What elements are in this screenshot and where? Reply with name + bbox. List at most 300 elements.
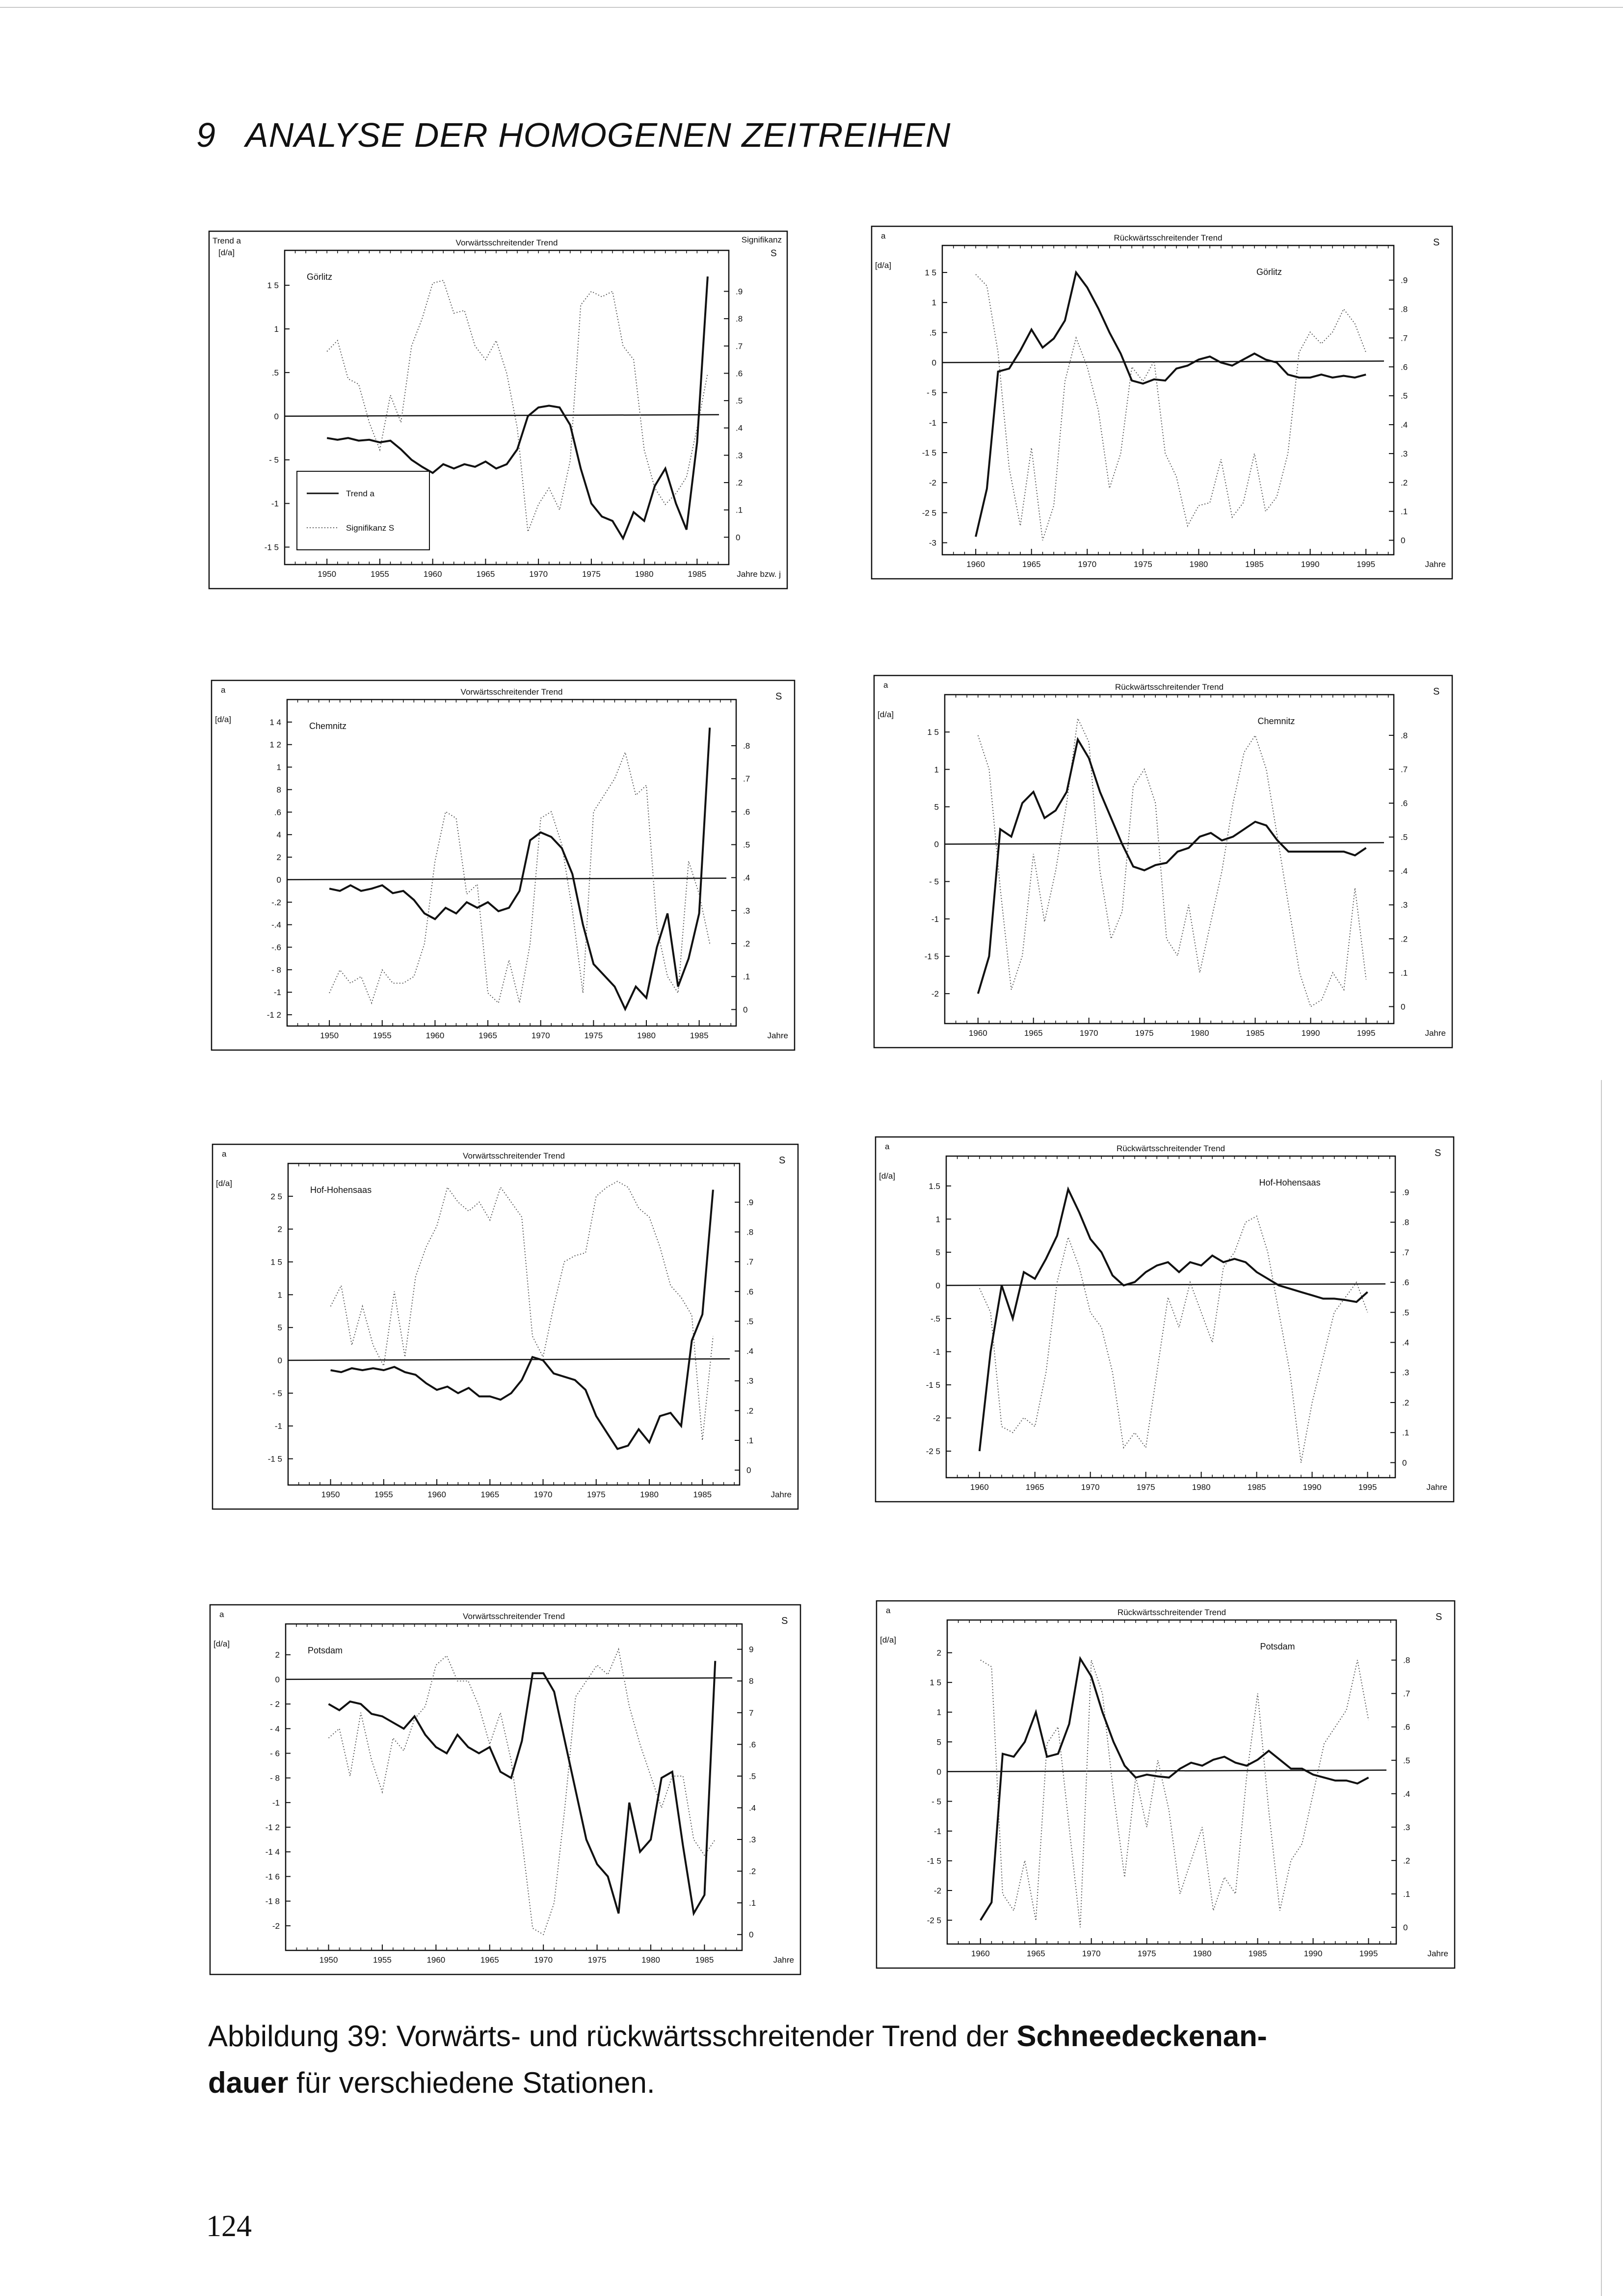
y-tick-label: -2 (932, 1413, 940, 1423)
series-significance (981, 1660, 1369, 1927)
x-axis-label: Jahre (771, 1490, 792, 1499)
y-tick-label: 1 5 (267, 281, 279, 291)
y2-tick-label: .5 (1402, 1308, 1410, 1318)
y-tick-label: 1 (935, 1215, 940, 1224)
y-tick-label: - 5 (931, 1797, 941, 1807)
y-tick-label: -2 5 (922, 508, 936, 518)
y-label-right: S (1436, 1612, 1442, 1622)
zero-line (946, 1284, 1385, 1285)
series-trend (976, 272, 1366, 537)
plot-frame (288, 1163, 740, 1485)
y2-tick-label: 0 (1401, 1002, 1406, 1012)
page-number: 124 (206, 2210, 252, 2243)
x-tick-label: 1980 (1192, 1483, 1211, 1492)
figure-caption (208, 2013, 1435, 2106)
y-tick-label: -2 (272, 1921, 280, 1931)
y-tick-label: 1.5 (929, 1181, 940, 1191)
y-unit-left: [d/a] (213, 1639, 230, 1648)
y2-tick-label: .7 (1401, 333, 1408, 343)
x-axis-label: Jahre (1426, 1483, 1447, 1492)
y2-tick-label: .8 (1403, 1655, 1410, 1665)
y2-tick-label: .8 (1401, 304, 1408, 314)
y-label-right: S (1435, 1148, 1441, 1159)
y2-tick-label: 9 (749, 1645, 754, 1654)
y2-tick-label: .7 (746, 1257, 754, 1267)
y2-tick-label: .5 (1403, 1756, 1410, 1765)
x-tick-label: 1955 (371, 569, 389, 579)
x-tick-label: 1975 (586, 1490, 606, 1499)
y-tick-label: 1 5 (927, 728, 939, 737)
y2-tick-label: .7 (1403, 1689, 1410, 1699)
y-tick-label: 0 (935, 1281, 940, 1291)
y-label-left: a (883, 680, 888, 690)
x-tick-label: 1990 (1303, 1483, 1322, 1492)
y-tick-label: - 8 (270, 1773, 280, 1783)
y2-tick-label: 0 (736, 533, 741, 542)
y-label-left: a (219, 1610, 224, 1619)
x-tick-label: 1955 (374, 1490, 393, 1499)
y2-tick-label: .3 (1403, 1822, 1410, 1832)
x-tick-label: 1980 (1190, 1028, 1209, 1038)
y-tick-label: -1 (274, 1421, 282, 1431)
plot-frame (942, 245, 1394, 555)
y-tick-label: - 5 (272, 1388, 282, 1398)
x-axis-label: Jahre (767, 1031, 788, 1040)
zero-line (287, 878, 726, 880)
y-tick-label: 1 2 (269, 740, 281, 750)
y-tick-label: -2 (931, 989, 939, 999)
y-tick-label: 5 (936, 1737, 941, 1747)
y-tick-label: 1 5 (925, 268, 936, 278)
y-tick-label: -2 (929, 478, 936, 488)
y-label-right: S (1433, 686, 1440, 697)
y2-tick-label: .1 (736, 505, 743, 515)
y-tick-label: 1 (936, 1707, 941, 1717)
zero-line (288, 1359, 730, 1360)
x-tick-label: 1985 (690, 1031, 709, 1040)
y-tick-label: -1 (932, 1347, 940, 1357)
chart-title: Rückwärtsschreitender Trend (1116, 1144, 1225, 1153)
y2-tick-label: 7 (749, 1708, 754, 1718)
legend-signif-label: Signifikanz S (346, 523, 395, 533)
station-label: Chemnitz (309, 721, 347, 731)
series-trend (331, 1190, 713, 1449)
y2-tick-label: .2 (736, 478, 743, 488)
x-tick-label: 1975 (582, 569, 601, 579)
x-tick-label: 1960 (968, 1028, 987, 1038)
x-tick-label: 1975 (1137, 1949, 1156, 1958)
scan-line-right (1601, 1080, 1602, 2296)
y2-tick-label: .6 (746, 1287, 754, 1297)
y2-tick-label: .4 (746, 1347, 754, 1356)
chapter-heading (196, 115, 951, 155)
series-trend (978, 739, 1366, 994)
y-tick-label: 1 5 (270, 1257, 282, 1267)
y-tick-label: -2 5 (926, 1446, 940, 1456)
y-label-left: a (222, 1149, 227, 1159)
x-axis-label: Jahre (773, 1955, 794, 1965)
x-tick-label: 1975 (1133, 560, 1152, 569)
y-tick-label: 0 (274, 411, 279, 421)
y-label-right: Signifikanz (741, 235, 782, 244)
y2-tick-label: .2 (1401, 934, 1408, 944)
chart-frame (874, 675, 1452, 1048)
y-label-left: Trend a (213, 236, 241, 245)
plot-frame (287, 700, 736, 1026)
zero-line (285, 415, 719, 416)
y2-tick-label: .5 (736, 396, 743, 406)
x-tick-label: 1960 (427, 1490, 446, 1499)
y-unit-left: [d/a] (878, 710, 894, 719)
x-tick-label: 1985 (693, 1490, 712, 1499)
y-tick-label: -1 2 (265, 1823, 280, 1833)
y-tick-label: 0 (936, 1767, 941, 1777)
x-tick-label: 1960 (971, 1949, 990, 1958)
y-tick-label: 0 (934, 839, 939, 849)
y2-tick-label: .2 (1401, 478, 1408, 487)
y-tick-label: -3 (929, 538, 936, 548)
y2-tick-label: .5 (749, 1771, 756, 1781)
x-tick-label: 1970 (529, 569, 548, 579)
chart-potsdam-forward (210, 1604, 801, 1975)
x-tick-label: 1965 (1022, 560, 1041, 569)
zero-line (942, 361, 1384, 363)
y2-tick-label: .3 (743, 906, 750, 916)
y-tick-label: 0 (931, 358, 936, 368)
chart-title: Vorwärtsschreitender Trend (455, 238, 558, 247)
y2-tick-label: .5 (1401, 391, 1408, 401)
y2-tick-label: .1 (746, 1436, 754, 1446)
y-unit-left: [d/a] (879, 1171, 896, 1181)
series-significance (331, 1181, 713, 1440)
chart-title: Vorwärtsschreitender Trend (460, 687, 563, 697)
x-tick-label: 1950 (319, 1955, 338, 1965)
x-tick-label: 1965 (480, 1490, 500, 1499)
y-unit-left: [d/a] (880, 1635, 897, 1645)
y-tick-label: -.6 (271, 943, 281, 952)
y-tick-label: 0 (275, 1675, 280, 1684)
y2-tick-label: .4 (749, 1803, 756, 1813)
y-tick-label: 5 (934, 802, 939, 812)
y-tick-label: - 6 (270, 1749, 280, 1758)
y-tick-label: -1 5 (927, 1856, 941, 1866)
chart-frame (872, 226, 1452, 579)
x-tick-label: 1970 (1081, 1483, 1100, 1492)
y2-tick-label: .6 (736, 369, 743, 378)
y-label-right: S (775, 691, 782, 702)
y-label-left: a (881, 231, 886, 241)
x-tick-label: 1970 (1082, 1949, 1101, 1958)
y2-tick-label: .4 (1401, 420, 1408, 430)
x-tick-label: 1955 (373, 1955, 392, 1965)
y2-tick-label: .3 (1401, 449, 1408, 459)
chart-title: Rückwärtsschreitender Trend (1115, 682, 1224, 692)
x-tick-label: 1960 (426, 1031, 445, 1040)
y2-tick-label: .1 (1402, 1428, 1410, 1438)
x-tick-label: 1980 (641, 1955, 660, 1965)
x-tick-label: 1985 (1246, 1028, 1265, 1038)
y-tick-label: 1 (934, 765, 939, 775)
y2-tick-label: .6 (1403, 1722, 1410, 1732)
y2-tick-label: .1 (1401, 507, 1408, 516)
y2-tick-label: .6 (1401, 799, 1408, 809)
y-tick-label: -1 5 (267, 1454, 282, 1464)
plot-frame (947, 1620, 1396, 1944)
y-tick-label: -1 5 (926, 1380, 940, 1390)
y-tick-label: .6 (274, 808, 281, 817)
y2-tick-label: .1 (749, 1898, 756, 1908)
y-unit-left: [d/a] (875, 261, 892, 270)
series-trend (329, 1661, 716, 1913)
series-significance (976, 274, 1366, 540)
y2-tick-label: .5 (746, 1317, 754, 1326)
series-trend (980, 1189, 1368, 1452)
y-tick-label: 1 4 (269, 717, 281, 727)
chart-frame (213, 1144, 798, 1509)
chart-frame (210, 1605, 800, 1974)
x-tick-label: 1990 (1301, 1028, 1320, 1038)
legend-trend-label: Trend a (346, 489, 374, 498)
y-tick-label: - 4 (270, 1724, 280, 1734)
x-tick-label: 1970 (533, 1490, 553, 1499)
x-tick-label: 1975 (1135, 1028, 1154, 1038)
series-significance (980, 1216, 1368, 1462)
y2-tick-label: .4 (736, 423, 743, 433)
y-tick-label: 1 (276, 762, 281, 772)
y2-tick-label: .3 (736, 451, 743, 460)
y2-tick-label: .8 (746, 1227, 754, 1237)
x-tick-label: 1950 (318, 569, 337, 579)
y-tick-label: 0 (277, 1356, 282, 1366)
y-tick-label: -1 6 (265, 1872, 280, 1882)
y2-tick-label: .9 (1401, 275, 1408, 285)
y-tick-label: 0 (276, 875, 281, 885)
station-label: Görlitz (1256, 267, 1282, 277)
y-tick-label: -1 4 (265, 1847, 280, 1857)
y2-tick-label: .5 (743, 840, 750, 850)
y2-tick-label: .3 (746, 1376, 754, 1386)
y2-tick-label: .6 (749, 1740, 756, 1750)
x-tick-label: 1975 (587, 1955, 607, 1965)
x-tick-label: 1970 (1078, 560, 1097, 569)
y2-tick-label: .9 (736, 287, 743, 297)
chapter-title: ANALYSE DER HOMOGENEN ZEITREIHEN (245, 116, 951, 154)
y-label-right: S (1433, 237, 1440, 248)
chart-title: Rückwärtsschreitender Trend (1117, 1608, 1226, 1617)
chart-title: Vorwärtsschreitender Trend (463, 1612, 565, 1621)
x-tick-label: 1960 (970, 1483, 989, 1492)
y-tick-label: -2 (933, 1886, 941, 1896)
y-tick-label: 2 (275, 1650, 280, 1660)
chart-hof-hohensaas-backward (875, 1136, 1454, 1502)
x-tick-label: 1965 (479, 1031, 497, 1040)
y2-tick-label: 8 (749, 1676, 754, 1686)
series-significance (978, 718, 1366, 1006)
x-tick-label: 1965 (1025, 1483, 1044, 1492)
y-label-right: S (781, 1616, 788, 1626)
station-label: Chemnitz (1257, 716, 1295, 726)
x-tick-label: 1985 (695, 1955, 714, 1965)
y-tick-label: 2 (276, 853, 281, 863)
chart-chemnitz-backward (874, 675, 1453, 1048)
x-tick-label: 1970 (531, 1031, 550, 1040)
station-label: Hof-Hohensaas (1259, 1178, 1321, 1188)
legend-box (297, 471, 429, 550)
y2-tick-label: .3 (749, 1835, 756, 1845)
y-unit-left: [d/a] (215, 715, 232, 724)
x-tick-label: 1950 (321, 1490, 340, 1499)
y-tick-label: 5 (935, 1247, 940, 1257)
y-tick-label: -1 (929, 418, 936, 428)
x-tick-label: 1970 (1079, 1028, 1098, 1038)
y-tick-label: - 5 (929, 877, 939, 887)
series-significance (329, 1649, 716, 1935)
y2-tick-label: 0 (1401, 536, 1406, 545)
x-tick-label: 1980 (640, 1490, 659, 1499)
y2-tick-label: .1 (1401, 968, 1408, 978)
y-tick-label: -1 2 (266, 1010, 281, 1020)
x-axis-label: Jahre (1427, 1949, 1448, 1958)
x-tick-label: 1965 (1024, 1028, 1043, 1038)
y-tick-label: -1 5 (924, 951, 939, 961)
y-tick-label: -.5 (931, 1314, 940, 1324)
y-tick-label: 2 (277, 1224, 282, 1234)
caption-prefix: Abbildung 39: Vorwärts- und rückwärtsschreitender Trend der (208, 2020, 1017, 2053)
y2-tick-label: .8 (743, 741, 750, 751)
y-tick-label: 5 (277, 1323, 282, 1333)
y2-tick-label: .4 (743, 873, 750, 883)
zero-line (947, 1770, 1386, 1772)
y-tick-label: .5 (929, 328, 936, 338)
y2-tick-label: .8 (1402, 1217, 1410, 1227)
y-tick-label: 8 (276, 785, 281, 795)
x-tick-label: 1965 (476, 569, 495, 579)
y2-tick-label: .2 (746, 1406, 754, 1416)
chart-frame (212, 680, 795, 1050)
chart-goerlitz-backward (871, 226, 1453, 579)
x-tick-label: 1985 (1247, 1483, 1266, 1492)
y-tick-label: - 5 (927, 388, 936, 398)
y2-tick-label: .6 (1401, 362, 1408, 372)
caption-bold-2: dauer (208, 2066, 289, 2099)
y2-tick-label: .6 (743, 807, 750, 817)
x-axis-label: Jahre bzw. j (737, 569, 781, 579)
chart-chemnitz-forward (211, 680, 795, 1051)
y-unit-left: [d/a] (218, 248, 235, 257)
y2-tick-label: .7 (736, 341, 743, 351)
y-tick-label: -1 (931, 914, 939, 924)
x-tick-label: 1970 (534, 1955, 553, 1965)
x-tick-label: 1980 (635, 569, 654, 579)
y2-tick-label: .8 (1401, 730, 1408, 740)
y-label-left: a (221, 685, 226, 695)
scan-line-top (0, 7, 1623, 8)
y-tick-label: 1 (277, 1290, 282, 1300)
y-tick-label: -1 (273, 988, 281, 998)
y-tick-label: 1 5 (930, 1678, 941, 1688)
y2-tick-label: .4 (1402, 1338, 1410, 1348)
x-tick-label: 1965 (1026, 1949, 1045, 1958)
y2-tick-label: .4 (1401, 866, 1408, 876)
y2-tick-label: 0 (746, 1465, 751, 1475)
x-tick-label: 1995 (1357, 1028, 1376, 1038)
y2-tick-label: .7 (1402, 1247, 1410, 1257)
x-tick-label: 1985 (688, 569, 707, 579)
y-tick-label: -2 5 (927, 1916, 941, 1925)
x-tick-label: 1960 (423, 569, 442, 579)
y-tick-label: -1 5 (922, 448, 936, 458)
y-label-left: a (886, 1606, 891, 1615)
y-tick-label: -1 8 (265, 1896, 280, 1906)
y-tick-label: 1 (931, 298, 936, 308)
y2-tick-label: .2 (1402, 1398, 1410, 1407)
y-label-right-sub: S (771, 248, 777, 259)
x-tick-label: 1975 (1136, 1483, 1155, 1492)
x-tick-label: 1975 (584, 1031, 603, 1040)
chart-title: Rückwärtsschreitender Trend (1114, 233, 1223, 243)
x-tick-label: 1990 (1301, 560, 1320, 569)
y2-tick-label: .7 (743, 774, 750, 784)
x-tick-label: 1980 (1189, 560, 1208, 569)
station-label: Hof-Hohensaas (310, 1185, 372, 1195)
x-tick-label: 1965 (480, 1955, 499, 1965)
y-tick-label: -1 (272, 1798, 280, 1808)
x-tick-label: 1995 (1358, 1483, 1377, 1492)
y2-tick-label: .1 (743, 972, 750, 982)
y-label-right: S (779, 1155, 786, 1166)
chart-frame (877, 1601, 1455, 1968)
chart-goerlitz-forward (209, 231, 788, 589)
x-tick-label: 1985 (1245, 560, 1264, 569)
y2-tick-label: .8 (736, 314, 743, 324)
y2-tick-label: .2 (749, 1866, 756, 1876)
y2-tick-label: .4 (1403, 1789, 1410, 1799)
station-label: Potsdam (1260, 1642, 1295, 1651)
caption-suffix: für verschiedene Stationen. (288, 2066, 655, 2099)
caption-bold-1: Schneedeckenan- (1016, 2020, 1267, 2053)
x-axis-label: Jahre (1425, 560, 1446, 569)
x-tick-label: 1960 (426, 1955, 446, 1965)
y2-tick-label: .6 (1402, 1278, 1410, 1288)
y-tick-label: -1 5 (264, 542, 279, 552)
y-label-left: a (885, 1142, 890, 1151)
x-tick-label: 1990 (1304, 1949, 1323, 1958)
y-tick-label: 2 5 (270, 1191, 282, 1201)
y-tick-label: 1 (274, 324, 279, 334)
zero-line (945, 843, 1384, 844)
y2-tick-label: 0 (1403, 1922, 1408, 1932)
chart-potsdam-backward (876, 1600, 1455, 1969)
y-tick-label: -1 (933, 1826, 941, 1836)
x-tick-label: 1950 (320, 1031, 339, 1040)
y2-tick-label: .2 (743, 939, 750, 949)
y2-tick-label: 0 (1402, 1458, 1407, 1468)
y-tick-label: -.2 (271, 897, 281, 907)
chapter-number: 9 (196, 116, 216, 154)
y-tick-label: - 5 (269, 455, 279, 465)
x-tick-label: 1995 (1357, 560, 1376, 569)
chart-hof-hohensaas-forward (212, 1144, 798, 1510)
y-tick-label: 2 (936, 1648, 941, 1658)
y2-tick-label: .5 (1401, 833, 1408, 842)
chart-title: Vorwärtsschreitender Trend (463, 1151, 565, 1161)
chart-frame (876, 1137, 1454, 1502)
x-tick-label: 1995 (1359, 1949, 1378, 1958)
y2-tick-label: .1 (1403, 1889, 1410, 1899)
y2-tick-label: 0 (743, 1005, 748, 1015)
station-label: Görlitz (307, 272, 333, 282)
x-tick-label: 1955 (372, 1031, 392, 1040)
